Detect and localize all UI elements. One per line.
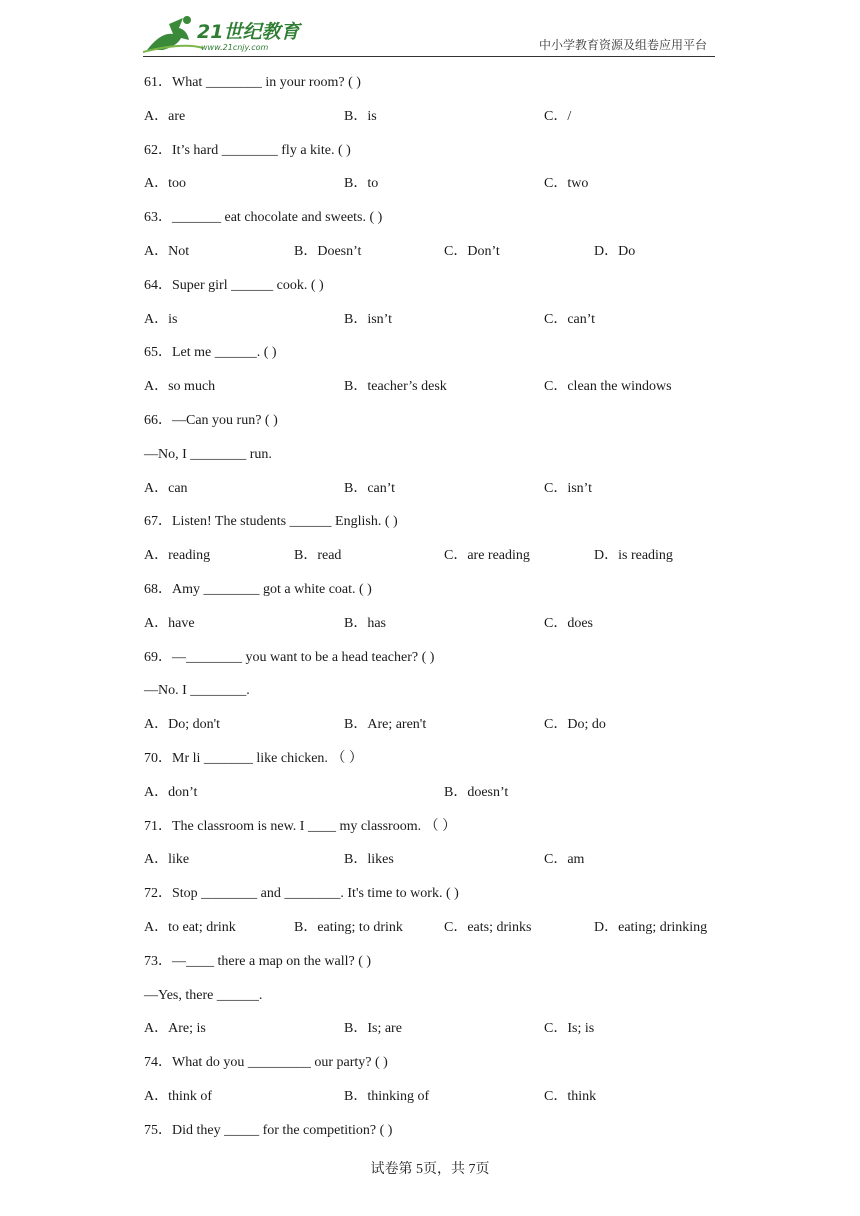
answer-option: A．can bbox=[144, 480, 188, 496]
question-text: 61．What ________ in your room? ( ) bbox=[144, 75, 361, 90]
answer-option: B．read bbox=[294, 548, 342, 564]
logo-url: www.21cnjy.com bbox=[201, 43, 269, 52]
answer-option: D．Do bbox=[594, 243, 636, 259]
question-text: 70．Mr li _______ like chicken. （ ） bbox=[144, 750, 363, 766]
answer-option: A．to eat; drink bbox=[144, 919, 236, 935]
answer-option: B．has bbox=[344, 615, 386, 631]
question-text: —No. I ________. bbox=[144, 683, 250, 699]
logo-text: 21世纪教育 bbox=[197, 21, 300, 43]
question-text: 68．Amy ________ got a white coat. ( ) bbox=[144, 581, 372, 597]
answer-option: B．isn’t bbox=[344, 311, 392, 327]
option-row bbox=[144, 911, 744, 945]
question-text: 67．Listen! The students ______ English. ( ) bbox=[144, 514, 398, 530]
answer-option: B．to bbox=[344, 176, 379, 192]
question-text: —Yes, there ______. bbox=[144, 987, 263, 1003]
option-row bbox=[144, 539, 744, 573]
answer-option: A．have bbox=[144, 615, 195, 631]
answer-option: C．can’t bbox=[544, 311, 596, 327]
page-header bbox=[143, 10, 715, 57]
answer-option: B．Is; are bbox=[344, 1021, 402, 1037]
answer-option: A．think of bbox=[144, 1088, 213, 1104]
answer-option: C．Do; do bbox=[544, 717, 606, 733]
option-row bbox=[144, 472, 744, 506]
question-text: 63．_______ eat chocolate and sweets. ( ) bbox=[144, 210, 383, 226]
question-list bbox=[144, 66, 744, 1148]
answer-option: A．Do; don't bbox=[144, 717, 221, 733]
answer-option: C．two bbox=[544, 176, 589, 192]
answer-option: A．like bbox=[144, 852, 190, 868]
question-text: 69．—________ you want to be a head teacher? ( ) bbox=[144, 649, 435, 665]
logo-21cnjy bbox=[143, 12, 318, 54]
answer-option: C．are reading bbox=[444, 548, 530, 564]
option-row bbox=[144, 303, 744, 337]
answer-option: A．Not bbox=[144, 243, 190, 259]
answer-option: A．so much bbox=[144, 379, 216, 395]
question-text: 73．—____ there a map on the wall? ( ) bbox=[144, 953, 372, 969]
question-text: 75．Did they _____ for the competition? ( ) bbox=[144, 1122, 393, 1138]
answer-option: A．reading bbox=[144, 548, 211, 564]
answer-option: D．eating; drinking bbox=[594, 919, 708, 935]
answer-option: B．Are; aren't bbox=[344, 717, 427, 733]
answer-option: A．is bbox=[144, 311, 178, 327]
answer-option: B．doesn’t bbox=[444, 784, 509, 800]
answer-option: C．/ bbox=[544, 108, 572, 124]
answer-option: A．don’t bbox=[144, 784, 198, 800]
option-row bbox=[144, 776, 744, 810]
question-text: 74．What do you _________ our party? ( ) bbox=[144, 1055, 388, 1071]
question-text: 72．Stop ________ and ________. It's time to work. ( ) bbox=[144, 886, 459, 902]
answer-option: C．clean the windows bbox=[544, 379, 672, 395]
page-number: 试卷第 5页，共 7页 bbox=[370, 1162, 490, 1177]
option-row bbox=[144, 843, 744, 877]
option-row bbox=[144, 1012, 744, 1046]
answer-option: B．teacher’s desk bbox=[344, 379, 447, 395]
option-row bbox=[144, 100, 744, 134]
question-text: —No, I ________ run. bbox=[144, 446, 272, 462]
answer-option: A．Are; is bbox=[144, 1021, 206, 1037]
answer-option: A．are bbox=[144, 108, 186, 124]
site-name: 中小学教育资源及组卷应用平台 bbox=[538, 38, 707, 52]
answer-option: C．does bbox=[544, 615, 593, 631]
answer-option: B．Doesn’t bbox=[294, 243, 362, 259]
answer-option: C．isn’t bbox=[544, 480, 592, 496]
answer-option: B．is bbox=[344, 108, 377, 124]
question-text: 64．Super girl ______ cook. ( ) bbox=[144, 277, 324, 293]
question-text: 65．Let me ______. ( ) bbox=[144, 345, 277, 361]
option-row bbox=[144, 370, 744, 404]
option-row bbox=[144, 607, 744, 641]
option-row bbox=[144, 167, 744, 201]
answer-option: C．am bbox=[544, 852, 585, 868]
option-row bbox=[144, 235, 744, 269]
answer-option: C．eats; drinks bbox=[444, 919, 532, 935]
answer-option: B．can’t bbox=[344, 480, 396, 496]
question-text: 71．The classroom is new. I ____ my classroom. （ ） bbox=[144, 818, 457, 834]
answer-option: B．thinking of bbox=[344, 1088, 430, 1104]
question-text: 62．It’s hard ________ fly a kite. ( ) bbox=[144, 142, 351, 158]
answer-option: C．Is; is bbox=[544, 1021, 595, 1037]
answer-option: B．likes bbox=[344, 852, 394, 868]
answer-option: C．Don’t bbox=[444, 243, 500, 259]
option-row bbox=[144, 708, 744, 742]
question-text: 66．—Can you run? ( ) bbox=[144, 412, 278, 428]
answer-option: B．eating; to drink bbox=[294, 919, 403, 935]
answer-option: A．too bbox=[144, 176, 186, 192]
answer-option: D．is reading bbox=[594, 548, 673, 564]
answer-option: C．think bbox=[544, 1088, 597, 1104]
option-row bbox=[144, 1080, 744, 1114]
